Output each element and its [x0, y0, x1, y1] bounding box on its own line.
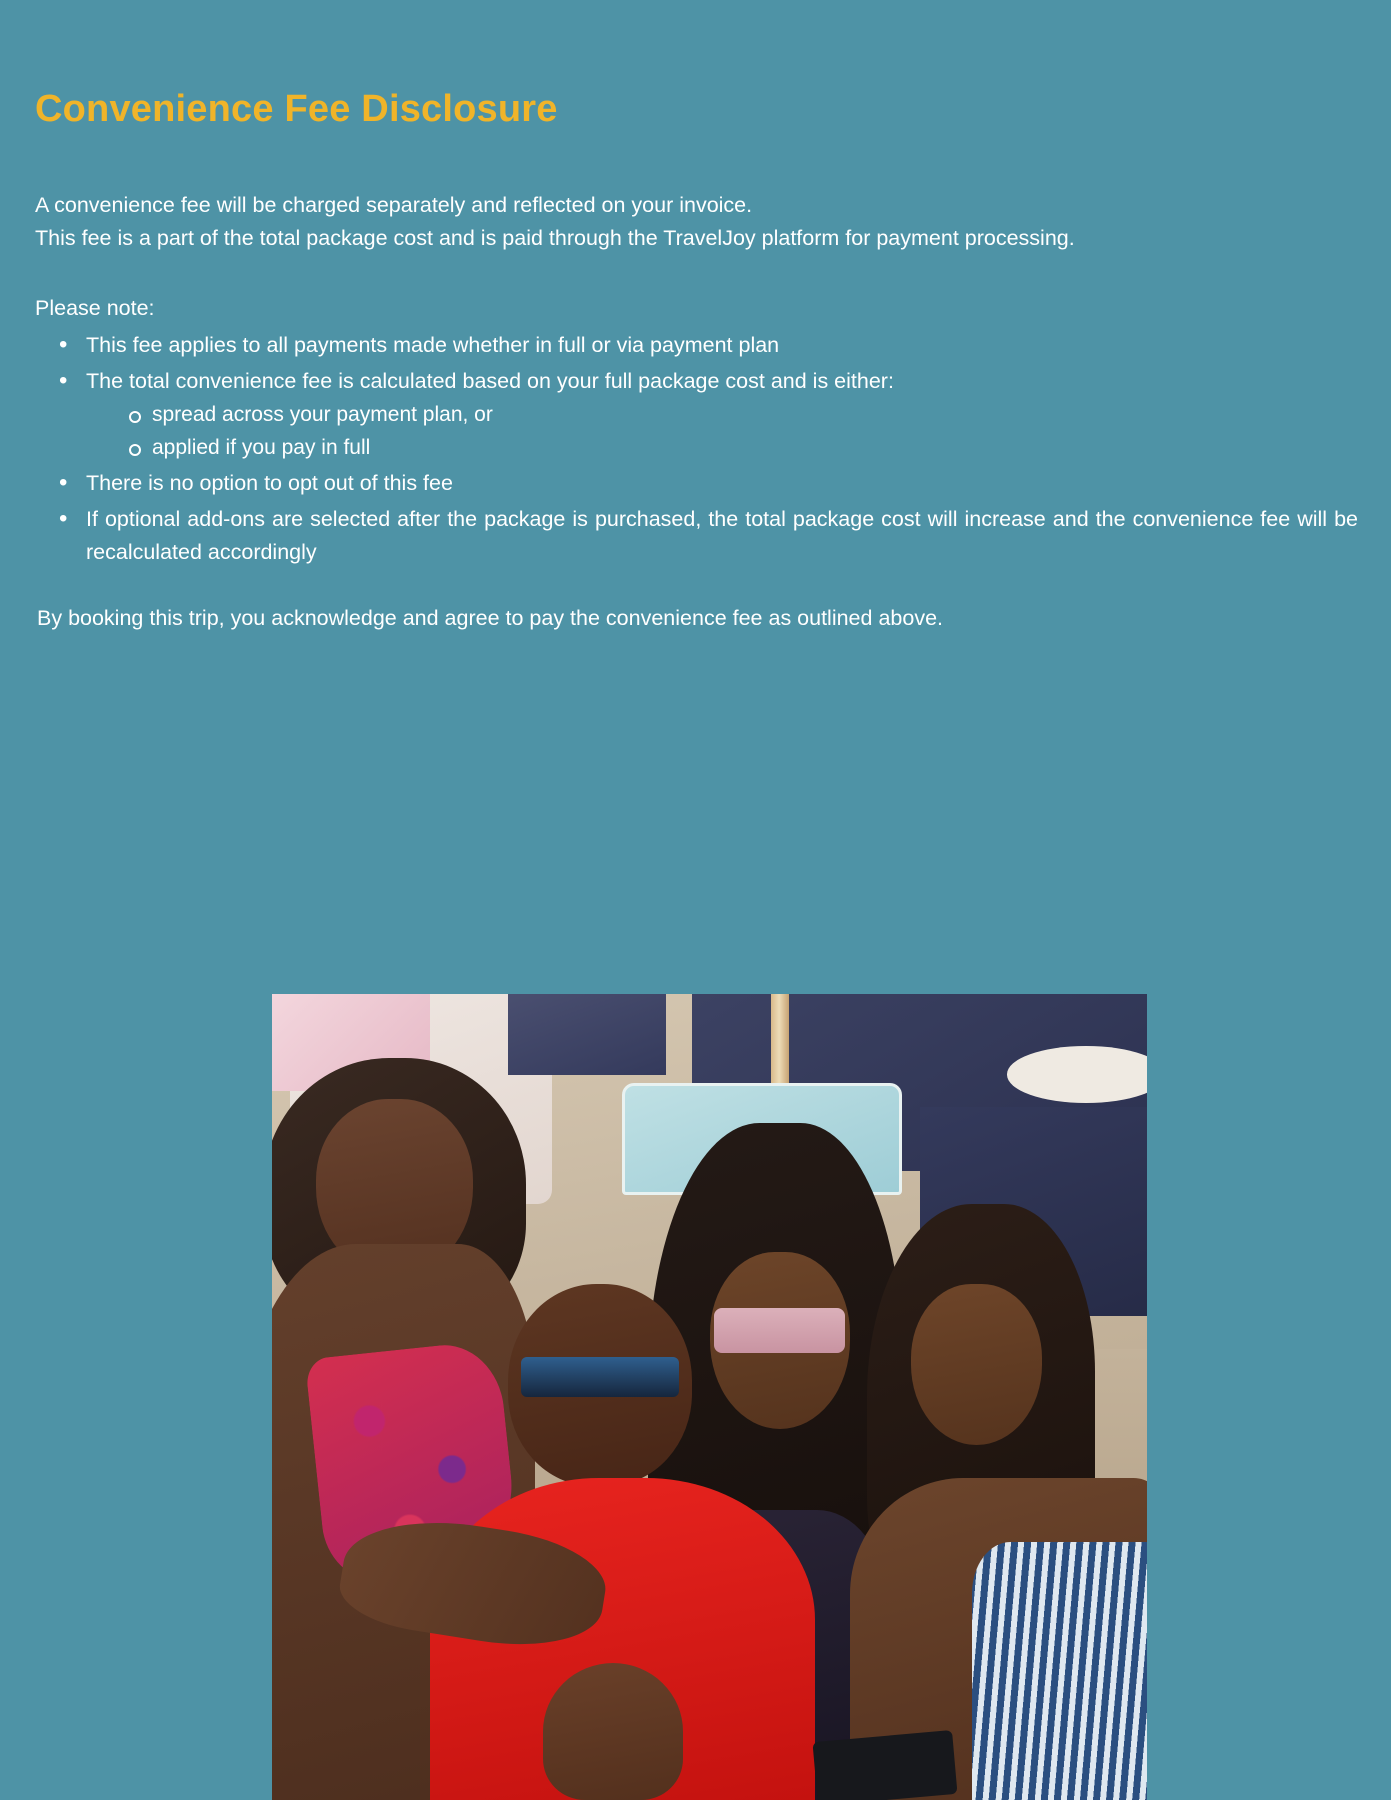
list-item [126, 432, 1358, 465]
photo-side-table [1007, 1046, 1147, 1102]
note-item-text: The total convenience fee is calculated based on your full package cost and is either: [86, 368, 894, 393]
page-title: Convenience Fee Disclosure [35, 88, 558, 130]
photo-person-right-face [911, 1284, 1042, 1445]
group-photo [272, 994, 1147, 1800]
intro-line-2: This fee is a part of the total package cost and is paid through the TravelJoy platform for payment processing. [35, 226, 1075, 251]
disclosure-body [33, 189, 1358, 636]
intro-line-1: A convenience fee will be charged separately and reflected on your invoice. [35, 193, 753, 217]
photo-lounge-chair-back [508, 994, 666, 1075]
note-subitem-text: applied if you pay in full [152, 435, 371, 459]
note-item-text: There is no option to opt out of this fee [86, 471, 453, 496]
note-item-text: This fee applies to all payments made whether in full or via payment plan [86, 332, 780, 357]
note-item-text: • If optional add-ons are selected after the package is purchased, the total package cost will increase and the convenience fee will be recalculated accordingly [86, 507, 1358, 564]
list-item [57, 467, 1358, 500]
note-subitem-text: spread across your payment plan, or [152, 403, 493, 427]
photo-person-right-swimsuit [972, 1542, 1147, 1800]
photo-person-third-sunglasses [714, 1308, 845, 1352]
note-sublist [86, 399, 1358, 464]
list-item [57, 329, 1358, 362]
please-note-label: Please note: [35, 295, 155, 320]
list-item [126, 399, 1358, 432]
photo-phone [812, 1730, 957, 1800]
photo-person-center-sunglasses [521, 1357, 679, 1397]
group-photo-image [272, 994, 1147, 1800]
photo-person-center-neckline [543, 1663, 683, 1800]
list-item [57, 503, 1358, 568]
list-item [57, 365, 1358, 465]
paragraph-spacer [35, 256, 1358, 292]
note-list [35, 329, 1358, 568]
closing-statement: By booking this trip, you acknowledge and agree to pay the convenience fee as outlined above. [37, 606, 944, 631]
